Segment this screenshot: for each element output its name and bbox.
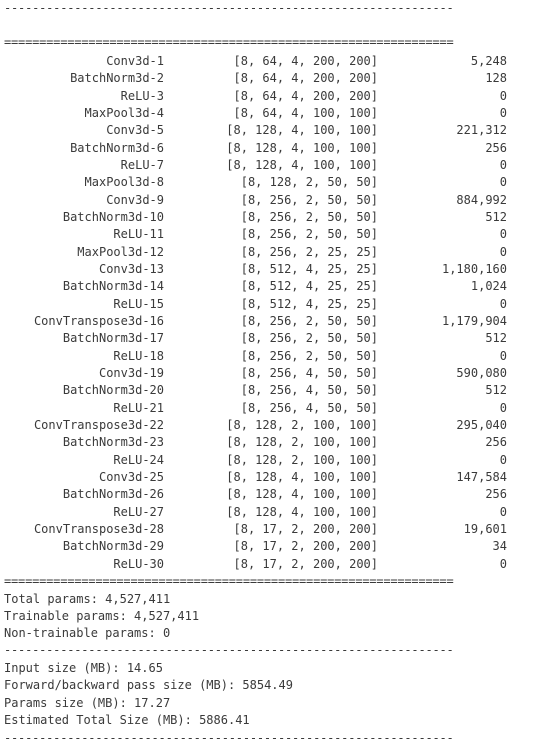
param-count: 34 [492, 539, 507, 554]
table-row [4, 382, 516, 399]
output-shape: [8, 128, 4, 100, 100] [226, 487, 378, 502]
table-row [4, 105, 516, 122]
output-shape: [8, 128, 2, 100, 100] [226, 452, 378, 467]
output-shape: [8, 256, 2, 50, 50] [240, 209, 378, 224]
table-row [4, 365, 516, 382]
table-end-divider: ================================================================ [4, 576, 454, 586]
table-row [4, 452, 516, 469]
param-count: 0 [499, 504, 507, 519]
layer-name: ConvTranspose3d-28 [33, 521, 164, 536]
output-shape: [8, 128, 4, 100, 100] [226, 469, 378, 484]
param-count: 19,601 [463, 521, 507, 536]
output-shape: [8, 512, 4, 25, 25] [240, 279, 378, 294]
output-shape: [8, 256, 2, 50, 50] [240, 192, 378, 207]
output-shape: [8, 256, 4, 50, 50] [240, 365, 378, 380]
total-params: Total params: 4,527,411 [4, 592, 171, 606]
param-count: 0 [499, 452, 507, 467]
output-shape: [8, 256, 2, 50, 50] [240, 313, 378, 328]
forward-backward-size: Forward/backward pass size (MB): 5854.49 [4, 678, 293, 692]
param-count: 221,312 [456, 123, 507, 138]
param-count: 512 [485, 383, 507, 398]
output-shape: [8, 256, 2, 50, 50] [240, 331, 378, 346]
table-row [4, 486, 516, 503]
table-row [4, 244, 516, 261]
output-shape: [8, 17, 2, 200, 200] [233, 539, 378, 554]
param-count: 128 [485, 71, 507, 86]
param-count: 0 [499, 296, 507, 311]
table-row [4, 330, 516, 347]
output-shape: [8, 17, 2, 200, 200] [233, 556, 378, 571]
table-row [4, 140, 516, 157]
layer-name: BatchNorm3d-20 [62, 383, 164, 398]
non-trainable-params: Non-trainable params: 0 [4, 626, 171, 640]
layer-name: Conv3d-9 [106, 192, 164, 207]
layer-name: ReLU-24 [113, 452, 164, 467]
layer-name: ReLU-11 [113, 227, 164, 242]
table-row [4, 521, 516, 538]
layer-name: MaxPool3d-8 [84, 175, 164, 190]
table-row [4, 209, 516, 226]
param-count: 0 [499, 157, 507, 172]
param-count: 256 [485, 435, 507, 450]
table-row [4, 400, 516, 417]
layer-name: BatchNorm3d-2 [70, 71, 164, 86]
layer-name: BatchNorm3d-23 [62, 435, 164, 450]
layer-name: ReLU-15 [113, 296, 164, 311]
table-row [4, 434, 516, 451]
param-count: 512 [485, 209, 507, 224]
param-count: 5,248 [470, 54, 507, 68]
header-divider: ================================================================ [4, 37, 454, 47]
table-row [4, 53, 516, 70]
table-row [4, 122, 516, 139]
param-count: 590,080 [456, 365, 507, 380]
table-row [4, 157, 516, 174]
layer-name: BatchNorm3d-26 [62, 487, 164, 502]
layer-name: BatchNorm3d-17 [62, 331, 164, 346]
output-shape: [8, 256, 2, 50, 50] [240, 227, 378, 242]
layer-name: MaxPool3d-12 [77, 244, 164, 259]
output-shape: [8, 128, 2, 100, 100] [226, 435, 378, 450]
table-header [4, 17, 516, 34]
layer-name: ReLU-18 [113, 348, 164, 363]
table-row [4, 556, 516, 573]
output-shape: [8, 128, 2, 100, 100] [226, 417, 378, 432]
output-shape: [8, 256, 4, 50, 50] [240, 400, 378, 415]
output-shape: [8, 512, 4, 25, 25] [240, 296, 378, 311]
param-count: 0 [499, 400, 507, 415]
output-shape: [8, 256, 4, 50, 50] [240, 383, 378, 398]
layer-name: Conv3d-1 [106, 54, 164, 68]
table-row [4, 70, 516, 87]
layer-name: ReLU-7 [120, 157, 164, 172]
params-divider: ---------------------------------------------------------------- [4, 645, 454, 655]
param-count: 147,584 [456, 469, 507, 484]
layer-name: ConvTranspose3d-22 [33, 417, 164, 432]
param-count: 256 [485, 140, 507, 155]
param-count: 0 [499, 88, 507, 103]
table-row [4, 261, 516, 278]
output-shape: [8, 64, 4, 200, 200] [233, 54, 378, 68]
table-row [4, 278, 516, 295]
layer-name: ReLU-27 [113, 504, 164, 519]
input-size: Input size (MB): 14.65 [4, 661, 163, 675]
table-row [4, 174, 516, 191]
param-count: 0 [499, 244, 507, 259]
table-row [4, 348, 516, 365]
param-count: 1,024 [470, 279, 507, 294]
layer-name: ConvTranspose3d-16 [33, 313, 164, 328]
param-count: 0 [499, 348, 507, 363]
param-count: 1,180,160 [441, 261, 507, 276]
output-shape: [8, 128, 4, 100, 100] [226, 157, 378, 172]
table-row [4, 538, 516, 555]
table-row [4, 469, 516, 486]
table-row [4, 226, 516, 243]
layer-name: ReLU-30 [113, 556, 164, 571]
layer-name: BatchNorm3d-29 [62, 539, 164, 554]
table-row [4, 192, 516, 209]
param-count: 512 [485, 331, 507, 346]
param-count: 0 [499, 105, 507, 120]
estimated-total-size: Estimated Total Size (MB): 5886.41 [4, 713, 250, 727]
param-count: 1,179,904 [441, 313, 507, 328]
output-shape: [8, 256, 2, 25, 25] [240, 244, 378, 259]
top-divider: ---------------------------------------------------------------- [4, 3, 454, 13]
layer-name: Conv3d-25 [98, 469, 164, 484]
param-count: 295,040 [456, 417, 507, 432]
output-shape: [8, 128, 4, 100, 100] [226, 504, 378, 519]
params-size: Params size (MB): 17.27 [4, 696, 171, 710]
table-row [4, 504, 516, 521]
output-shape: [8, 256, 2, 50, 50] [240, 348, 378, 363]
param-count: 256 [485, 487, 507, 502]
trainable-params: Trainable params: 4,527,411 [4, 609, 200, 623]
layer-name: ReLU-21 [113, 400, 164, 415]
output-shape: [8, 128, 4, 100, 100] [226, 140, 378, 155]
output-shape: [8, 128, 2, 50, 50] [240, 175, 378, 190]
output-shape: [8, 64, 4, 100, 100] [233, 105, 378, 120]
layer-name: BatchNorm3d-14 [62, 279, 164, 294]
param-count: 884,992 [456, 192, 507, 207]
param-count: 0 [499, 227, 507, 242]
table-row [4, 313, 516, 330]
output-shape: [8, 64, 4, 200, 200] [233, 71, 378, 86]
bottom-divider: ---------------------------------------------------------------- [4, 733, 454, 743]
output-shape: [8, 512, 4, 25, 25] [240, 261, 378, 276]
output-shape: [8, 17, 2, 200, 200] [233, 521, 378, 536]
layer-name: Conv3d-5 [106, 123, 164, 138]
table-row [4, 417, 516, 434]
output-shape: [8, 64, 4, 200, 200] [233, 88, 378, 103]
layer-name: Conv3d-13 [98, 261, 164, 276]
table-row [4, 88, 516, 105]
layer-name: BatchNorm3d-10 [62, 209, 164, 224]
param-count: 0 [499, 175, 507, 190]
layer-name: Conv3d-19 [98, 365, 164, 380]
layer-name: MaxPool3d-4 [84, 105, 164, 120]
layer-name: BatchNorm3d-6 [70, 140, 164, 155]
output-shape: [8, 128, 4, 100, 100] [226, 123, 378, 138]
table-row [4, 296, 516, 313]
layer-name: ReLU-3 [120, 88, 164, 103]
param-count: 0 [499, 556, 507, 571]
